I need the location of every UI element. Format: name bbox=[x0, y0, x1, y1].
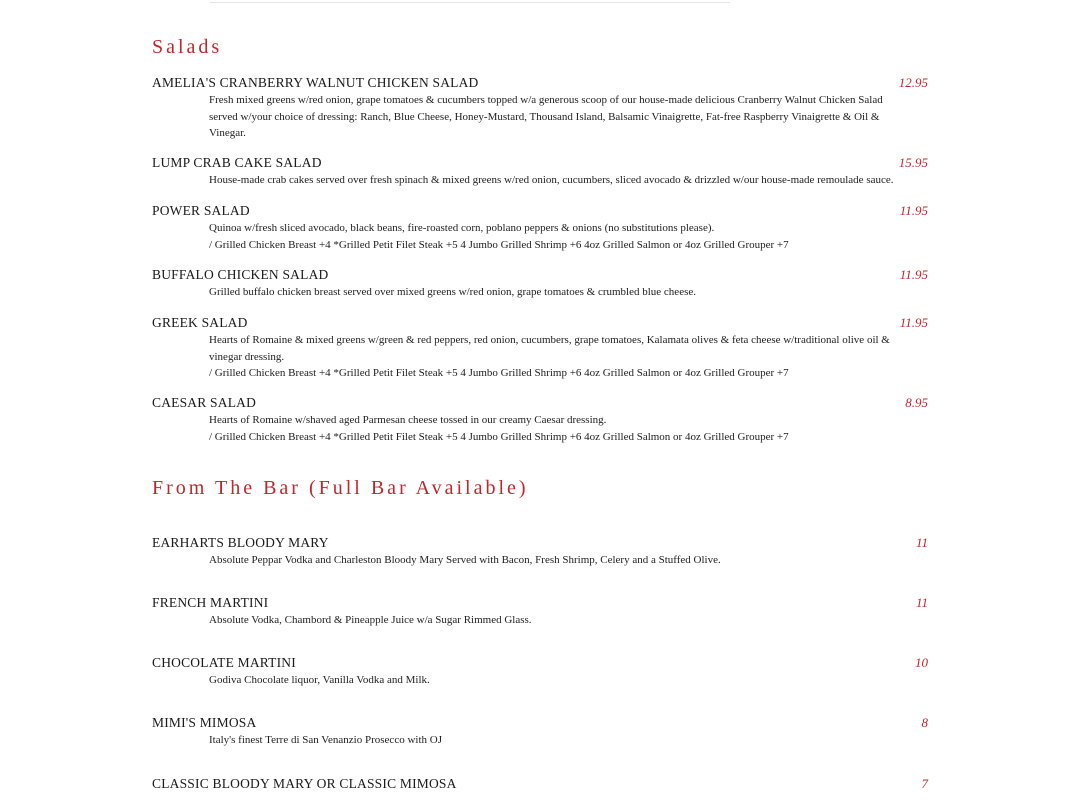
bar-section-title: From The Bar (Full Bar Available) bbox=[152, 477, 529, 499]
menu-item-classic-bloody-mary-or-mimosa bbox=[152, 775, 928, 793]
item-name: MIMI'S MIMOSA bbox=[152, 715, 257, 730]
item-price: 12.95 bbox=[898, 75, 928, 90]
item-name: CAESAR SALAD bbox=[152, 395, 257, 410]
item-price: 11.95 bbox=[899, 203, 928, 218]
item-addons: / Grilled Chicken Breast +4 *Grilled Petit Filet Steak +5 4 Jumbo Grilled Shrimp +6 4oz Grilled Salmon or 4oz Grilled Grouper +7 bbox=[209, 367, 789, 379]
item-addons: / Grilled Chicken Breast +4 *Grilled Petit Filet Steak +5 4 Jumbo Grilled Shrimp +6 4oz Grilled Salmon or 4oz Grilled Grouper +7 bbox=[209, 238, 789, 251]
item-name: CHOCOLATE MARTINI bbox=[152, 655, 296, 670]
menu-item-french-martini bbox=[152, 594, 928, 629]
item-description: Italy's finest Terre di San Venanzio Prosecco with OJ bbox=[209, 734, 442, 746]
item-description: Absolute Peppar Vodka and Charleston Bloody Mary Served with Bacon, Fresh Shrimp, Celery and a Stuffed Olive. bbox=[209, 554, 721, 566]
item-name: LUMP CRAB CAKE SALAD bbox=[152, 155, 322, 170]
item-description: Hearts of Romaine & mixed greens w/green & red peppers, red onion, cucumbers, grape tomatoes, Kalamata olives & feta cheese w/traditional olive oil & vinegar dressing. bbox=[209, 334, 890, 363]
item-description: House-made crab cakes served over fresh spinach & mixed greens w/red onion, cucumbers, sliced avocado & drizzled w/our house-made remoulade sauce. bbox=[209, 174, 894, 186]
menu-item-lump-crab-cake-salad bbox=[152, 154, 928, 189]
item-name: GREEK SALAD bbox=[152, 315, 248, 330]
item-name: AMELIA'S CRANBERRY WALNUT CHICKEN SALAD bbox=[152, 75, 479, 90]
item-description: Godiva Chocolate liquor, Vanilla Vodka and Milk. bbox=[209, 674, 430, 686]
menu-item-mimis-mimosa bbox=[152, 714, 928, 749]
salads-section-title: Salads bbox=[152, 36, 223, 58]
item-price: 11.95 bbox=[899, 267, 928, 282]
item-price: 11 bbox=[915, 595, 928, 610]
item-description: Absolute Vodka, Chambord & Pineapple Juice w/a Sugar Rimmed Glass. bbox=[209, 614, 532, 626]
item-name: CLASSIC BLOODY MARY OR CLASSIC MIMOSA bbox=[152, 776, 457, 791]
item-description: Fresh mixed greens w/red onion, grape tomatoes & cucumbers topped w/a generous scoop of our house-made delicious Cranberry Walnut Chicken Salad served w/your choice of dressing: Ranch, Blue Cheese, Honey-Mustard, Thousand Island, Balsamic Vinaigrette, Fat-free Raspberry Vinaigrette & Oil & Vinegar. bbox=[209, 94, 883, 139]
item-name: FRENCH MARTINI bbox=[152, 595, 269, 610]
item-description: Hearts of Romaine w/shaved aged Parmesan cheese tossed in our creamy Caesar dressing. bbox=[209, 414, 607, 426]
item-price: 11 bbox=[915, 535, 928, 550]
item-name: POWER SALAD bbox=[152, 203, 250, 218]
item-price: 10 bbox=[915, 655, 928, 670]
menu-item-cranberry-walnut-chicken-salad bbox=[152, 74, 928, 142]
menu-item-caesar-salad bbox=[152, 394, 928, 445]
menu-item-chocolate-martini bbox=[152, 654, 928, 689]
item-price: 11.95 bbox=[899, 315, 928, 330]
menu-item-buffalo-chicken-salad bbox=[152, 266, 928, 301]
item-name: EARHARTS BLOODY MARY bbox=[152, 535, 329, 550]
item-price: 15.95 bbox=[898, 155, 928, 170]
previous-section-fragment bbox=[210, 0, 730, 3]
menu-item-greek-salad bbox=[152, 314, 928, 382]
menu-item-earharts-bloody-mary bbox=[152, 534, 928, 569]
item-addons: / Grilled Chicken Breast +4 *Grilled Petit Filet Steak +5 4 Jumbo Grilled Shrimp +6 4oz Grilled Salmon or 4oz Grilled Grouper +7 bbox=[209, 430, 789, 443]
item-description: Grilled buffalo chicken breast served over mixed greens w/red onion, grape tomatoes & crumbled blue cheese. bbox=[209, 286, 696, 298]
menu-item-power-salad bbox=[152, 202, 928, 253]
item-description: Quinoa w/fresh sliced avocado, black beans, fire-roasted corn, poblano peppers & onions (no substitutions please). bbox=[209, 222, 715, 234]
item-name: BUFFALO CHICKEN SALAD bbox=[152, 267, 329, 282]
item-price: 8.95 bbox=[905, 395, 928, 410]
item-price: 8 bbox=[921, 715, 928, 730]
item-price: 7 bbox=[921, 776, 928, 791]
